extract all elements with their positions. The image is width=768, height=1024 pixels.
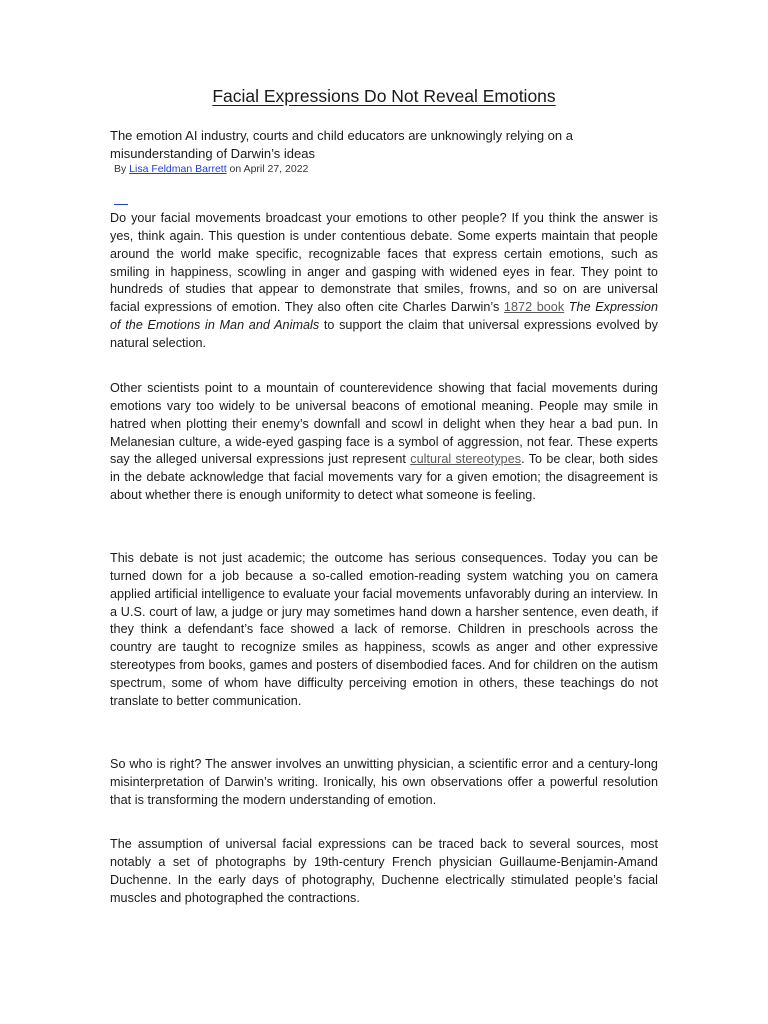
darwin-book-link[interactable]: 1872 book [503,300,565,315]
paragraph-2-text: Other scientists point to a mountain of counterevidence showing that facial movements during emotions vary too widely to be universal beacons of emotional meaning. People may smile in hatred when plotting their enemy’s downfall and scowl in delight when they hear a bad pun. In Melanesian culture, a wide-eyed gasping face is a symbol of aggression, not fear. These experts say the alleged universal expressions just represent [110,381,658,467]
hidden-anchor-link[interactable] [114,204,128,205]
byline-date: on April 27, 2022 [226,163,309,175]
article-subtitle: The emotion AI industry, courts and child educators are unknowingly relying on a misunderstanding of Darwin’s ideas [110,128,573,161]
paragraph-3: This debate is not just academic; the outcome has serious consequences. Today you can be turned down for a job because a so-called emotion-reading system watching you on camera applied artificial intelligence to evaluate your facial movements unfavorably during an interview. In a U.S. court of law, a judge or jury may sometimes hand down a harsher sentence, even death, if they think a defendant’s face showed a lack of remorse. Children in preschools across the country are taught to recognize smiles as happiness, scowls as anger and other expressive stereotypes from books, games and posters of disembodied faces. And for children on the autism spectrum, some of whom have difficulty perceiving emotion in others, these teachings do not translate to better communication. [110,551,658,708]
author-link[interactable]: Lisa Feldman Barrett [129,163,227,175]
paragraph-1 [110,210,658,353]
paragraph-2-end: . To be clear, both sides in the debate acknowledge that facial movements vary for a given emotion; the disagreement is about whether there is enough uniformity to detect what someone is feeling. [110,452,658,503]
byline [114,162,308,176]
paragraph-4: So who is right? The answer involves an unwitting physician, a scientific error and a century-long misinterpretation of Darwin’s writing. Ironically, his own observations offer a powerful resolution that is transforming the modern understanding of emotion. [110,757,658,807]
article-title: Facial Expressions Do Not Reveal Emotions [212,86,556,106]
paragraph-5: The assumption of universal facial expressions can be traced back to several sources, most notably a set of photographs by 19th-century French physician Guillaume-Benjamin-Amand Duchenne. In the early days of photography, Duchenne electrically stimulated people’s facial muscles and photographed the contractions. [110,837,658,905]
paragraph-1-text: Do your facial movements broadcast your emotions to other people? If you think the answer is yes, think again. This question is under contentious debate. Some experts maintain that people around the world make specific, recognizable faces that express certain emotions, such as smiling in happiness, scowling in anger and gasping with widened eyes in fear. They point to hundreds of studies that appear to demonstrate that smiles, frowns, and so on are universal facial expressions of emotion. They also often cite Charles Darwin’s [110,211,658,315]
book-title: The Expression of the Emotions in Man and Animals [110,300,658,333]
paragraph-2 [110,380,658,505]
paragraph-1-end: to support the claim that universal expressions evolved by natural selection. [110,318,658,350]
cultural-stereotypes-link[interactable]: cultural stereotypes [410,452,522,467]
byline-prefix: By [114,163,130,175]
